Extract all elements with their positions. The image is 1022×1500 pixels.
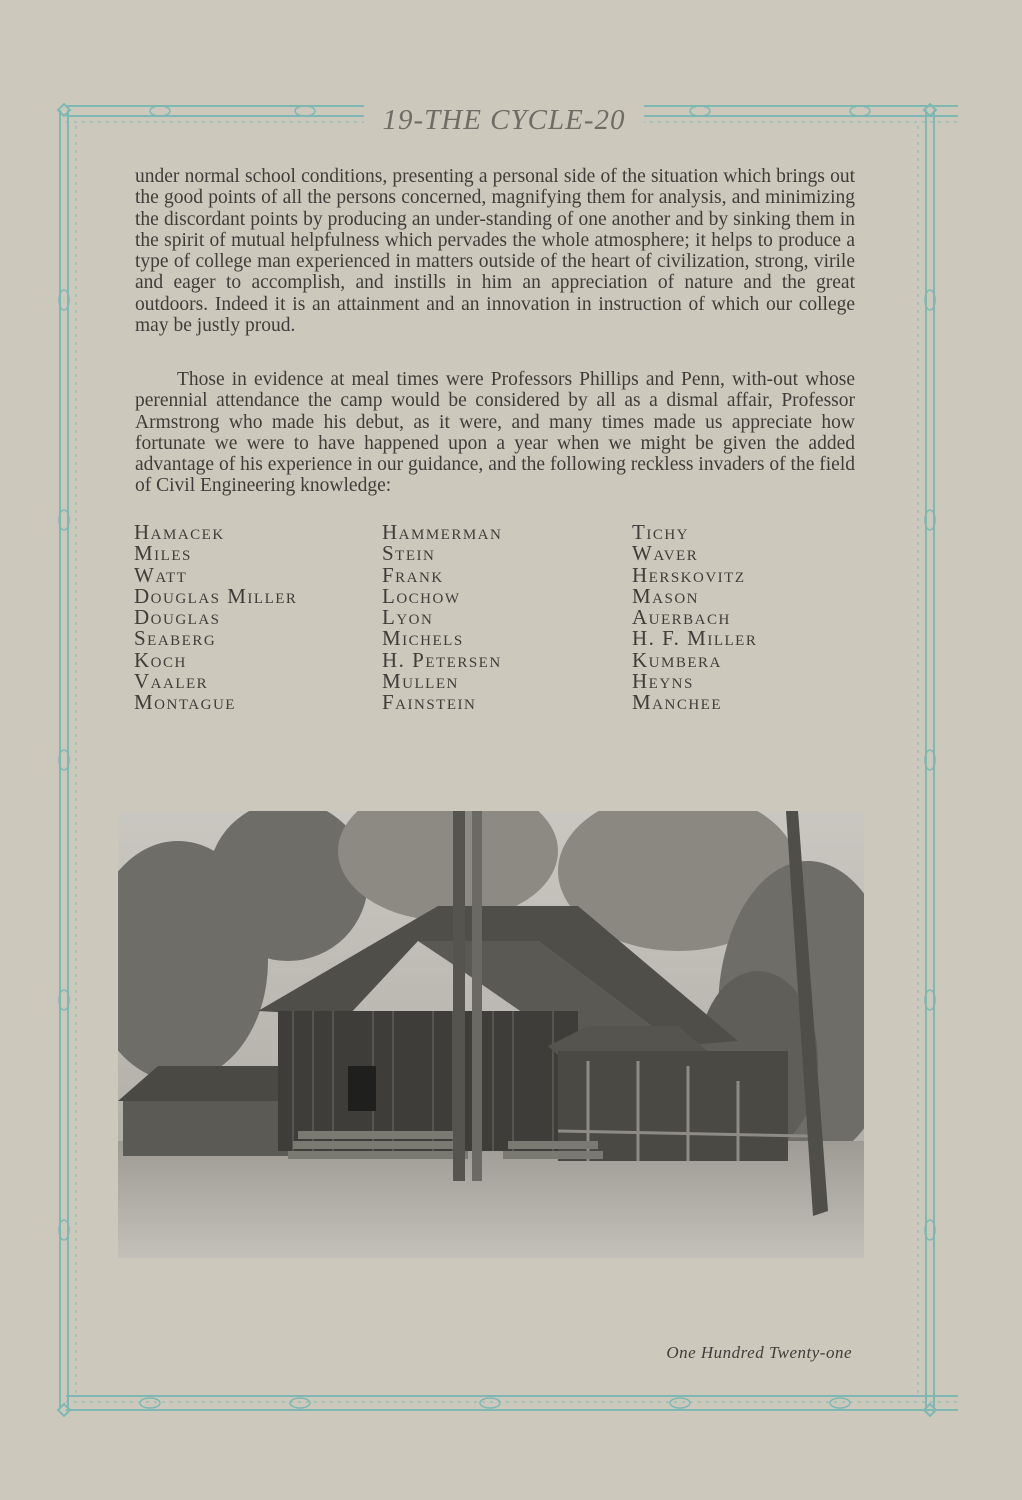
name-entry: Herskovitz	[632, 562, 746, 587]
name-entry: Montague	[134, 690, 236, 715]
page-number: One Hundred Twenty-one	[666, 1343, 852, 1362]
name-entry: Watt	[134, 562, 188, 587]
name-entry: Stein	[382, 541, 436, 566]
paragraph-1: under normal school conditions, presenting a personal side of the situation which brings out the good points of all the persons concerned, magnifying them for analysis, and minimizing the discordant points by producing an under-standing of one another and by sinking them in the spirit of mutual helpfulness which pervades the whole atmosphere; it helps to produce a type of college man experienced in matters outside of the heart of civilization, strong, virile and eager to accomplish, and instills in him an appreciation of nature and the great outdoors. Indeed it is an attainment and an innovation in instruction of which our college may be justly proud.	[135, 166, 855, 337]
name-entry: Frank	[382, 562, 444, 587]
name-entry: Douglas Miller	[134, 583, 298, 608]
name-entry: Douglas	[134, 605, 221, 630]
name-entry: Seaberg	[134, 626, 217, 651]
names-column-2	[382, 522, 632, 714]
name-entry: H. F. Miller	[632, 626, 758, 651]
names-list	[134, 522, 854, 714]
name-entry: Heyns	[632, 669, 694, 694]
name-entry: Vaaler	[134, 669, 209, 694]
name-entry: Hammerman	[382, 520, 503, 544]
names-column-1	[134, 522, 382, 714]
page-header-title: 19-THE CYCLE-20	[364, 98, 644, 142]
name-entry: Hamacek	[134, 520, 225, 544]
name-entry: Mullen	[382, 669, 459, 694]
name-entry: Lochow	[382, 583, 461, 608]
name-entry: Fainstein	[382, 690, 477, 715]
name-entry: Manchee	[632, 690, 722, 715]
name-entry: Michels	[382, 626, 464, 651]
names-column-3	[632, 522, 854, 714]
name-entry: H. Petersen	[382, 647, 502, 672]
name-entry: Waver	[632, 541, 699, 566]
paragraph-2: Those in evidence at meal times were Professors Phillips and Penn, with-out whose perennial attendance the camp would be considered by all as a dismal affair, Professor Armstrong who made his debut, as it were, and many times made us appreciate how fortunate we were to have happened upon a year when we might be given the added advantage of his experience in our guidance, and the following reckless invaders of the field of Civil Engineering knowledge:	[135, 369, 855, 497]
name-entry: Auerbach	[632, 605, 731, 630]
name-entry: Tichy	[632, 520, 689, 544]
name-entry: Miles	[134, 541, 192, 566]
name-entry: Mason	[632, 583, 700, 608]
name-entry: Kumbera	[632, 647, 722, 672]
name-entry: Koch	[134, 647, 187, 672]
camp-lodge-photo	[118, 811, 864, 1258]
name-entry: Lyon	[382, 605, 434, 630]
